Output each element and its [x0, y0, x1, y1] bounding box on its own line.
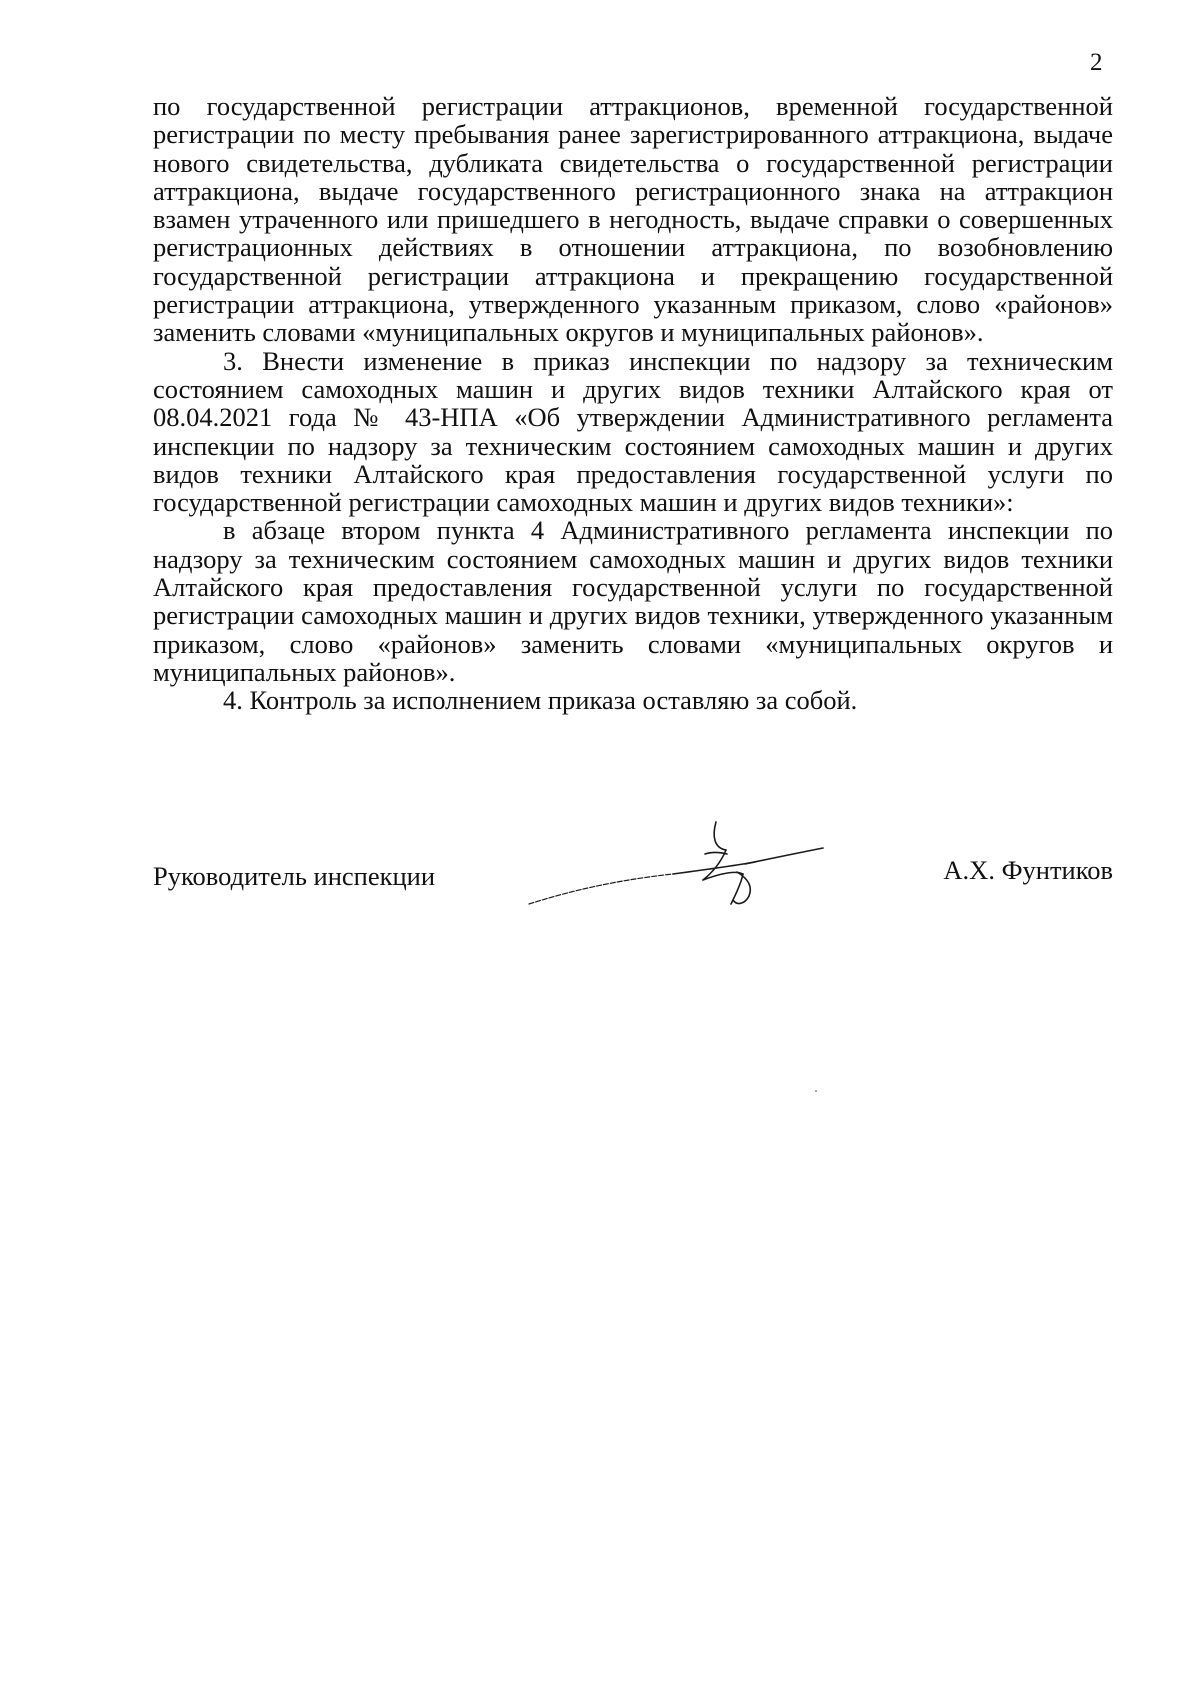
handwritten-signature — [523, 812, 843, 922]
paragraph-item-3: 3. Внести изменение в приказ инспекции по надзору за техническим состоянием самоходных машин и других видов техники Алтайского края от 08.04.2021 года № 43-НПА «Об утверждении Административного регламента инспекции по надзору за техническим состоянием самоходных машин и других видов техники Алтайского края предоставления государственной услуги по государственной регистрации самоходных машин и других видов техники»: — [153, 345, 1113, 518]
signature-block — [153, 840, 1113, 950]
paragraph-item-3-amendment: в абзаце втором пункта 4 Административного регламента инспекции по надзору за техническим состоянием самоходных машин и других видов техники Алтайского края предоставления государственной услуги по государственной регистрации самоходных машин и других видов техники, утвержденного указанным приказом, слово «районов» заменить словами «муниципальных округов и муниципальных районов». — [153, 515, 1113, 687]
signatory-name: А.Х. Фунтиков — [943, 855, 1113, 885]
paragraph-item-4: 4. Контроль за исполнением приказа оставляю за собой. — [223, 685, 858, 716]
document-body — [153, 92, 1113, 715]
scan-speck — [815, 1090, 817, 1092]
paragraph-continuation: по государственной регистрации аттракционов, временной государственной регистрации по месту пребывания ранее зарегистрированного аттракциона, выдаче нового свидетельства, дубликата свидетельства о государственной регистрации аттракциона, выдаче государственного регистрационного знака на аттракцион взамен утраченного или пришедшего в негодность, выдаче справки о совершенных регистрационных действиях в отношении аттракциона, по возобновлению государственной регистрации аттракциона и прекращению государственной регистрации аттракциона, утвержденного указанным приказом, слово «районов» заменить словами «муниципальных округов и муниципальных районов». — [153, 91, 1113, 348]
signatory-title: Руководитель инспекции — [153, 861, 436, 891]
page-number: 2 — [1090, 49, 1103, 76]
